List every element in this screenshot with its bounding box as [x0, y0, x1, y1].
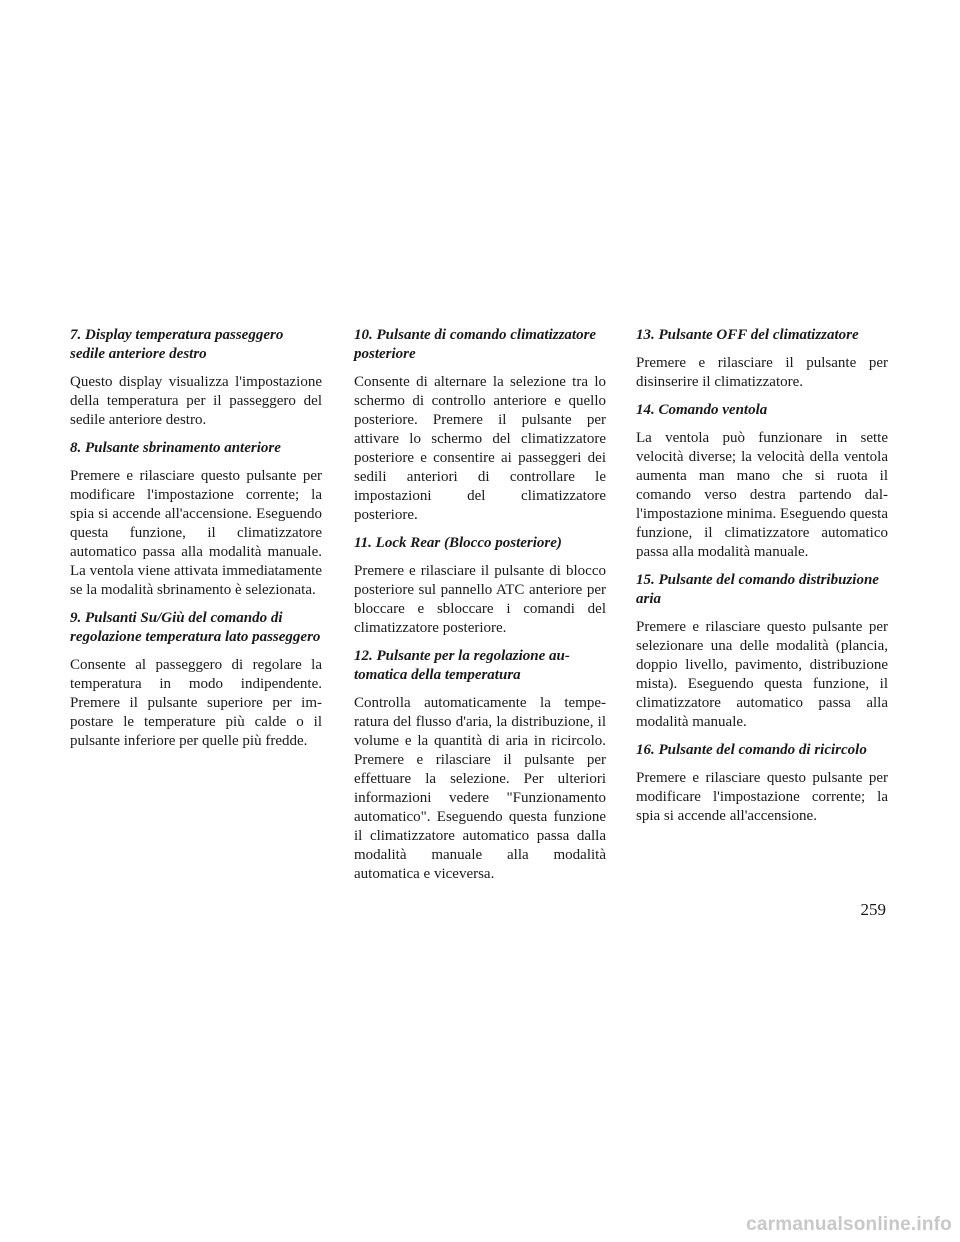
section-body: La ventola può funzionare in sette velocità diverse; la velocità della ventola aumenta man mano che si ruota il comando verso destra partendo dall'impostazione minima. Eseguendo questa funzione, il climatizzatore automatico passa alla modalità manuale. — [636, 430, 888, 560]
section-heading: 8. Pulsante sbrinamento anteriore — [70, 440, 281, 456]
section-body: Premere e rilasciare il pulsante per disinserire il climatizzatore. — [636, 355, 888, 390]
column-2 — [354, 326, 606, 893]
watermark[interactable]: carmanualsonline.info — [746, 1214, 952, 1235]
section-heading: 14. Comando ventola — [636, 402, 768, 418]
section-heading: 11. Lock Rear (Blocco posteriore) — [354, 535, 562, 551]
page-number: 259 — [860, 900, 886, 919]
section-body: Questo display visualizza l'impostazione della temperatura per il passeggero del sedile anteriore destro. — [70, 374, 322, 428]
section-heading: 16. Pulsante del comando di ricircolo — [636, 742, 867, 758]
section-heading: 15. Pulsante del comando distribuzione aria — [636, 572, 879, 607]
section-body: Premere e rilasciare il pulsante di blocco posteriore sul pannello ATC anteriore per bloccare e sbloccare i comandi del climatizzatore posteriore. — [354, 563, 606, 636]
section-heading: 10. Pulsante di comando climatizzatore posteriore — [354, 327, 597, 362]
section-body: Premere e rilasciare questo pulsante per modificare l'impostazione corrente; la spia si accende all'accensione. Eseguendo questa funzione, il climatizzatore automatico passa alla modalità manuale. La ventola viene attivata immediatamente se la modalità sbrinamento è selezionata. — [70, 468, 322, 598]
section-heading: 12. Pulsante per la regolazione automatica della temperatura — [354, 648, 570, 683]
section-heading: 9. Pulsanti Su/Giù del comando di regolazione temperatura lato passeggero — [70, 610, 321, 645]
section-body: Controlla automaticamente la temperatura del flusso d'aria, la distribuzione, il volume e la quantità di aria in ricircolo. Premere e rilasciare il pulsante per effettuare la selezione. Per ulteriori informazioni vedere "Funzionamento automatico". Eseguendo questa funzione il climatizzatore automatico passa dalla modalità manuale alla modalità automatica e viceversa. — [354, 695, 606, 882]
section-body: Premere e rilasciare questo pulsante per modificare l'impostazione corrente; la spia si accende all'accensione. — [636, 770, 888, 824]
column-3 — [636, 326, 888, 835]
section-heading: 7. Display temperatura passeggero sedile anteriore destro — [70, 327, 284, 362]
section-body: Premere e rilasciare questo pulsante per selezionare una delle modalità (plancia, doppio livello, pavimento, distribuzione mista). Eseguendo questa funzione, il climatizzatore automatico passa alla modalità manuale. — [636, 619, 888, 730]
section-heading: 13. Pulsante OFF del climatizzatore — [636, 327, 859, 343]
section-body: Consente al passeggero di regolare la temperatura in modo indipendente. Premere il pulsante superiore per impostare le temperature più calde o il pulsante inferiore per quelle più fredde. — [70, 657, 322, 749]
column-1 — [70, 326, 322, 760]
section-body: Consente di alternare la selezione tra lo schermo di controllo anteriore e quello posteriore. Premere il pulsante per attivare lo schermo del climatizzatore posteriore e consentire ai passeggeri dei sedili anteriori di controllare le impostazioni del climatizzatore posteriore. — [354, 374, 606, 523]
